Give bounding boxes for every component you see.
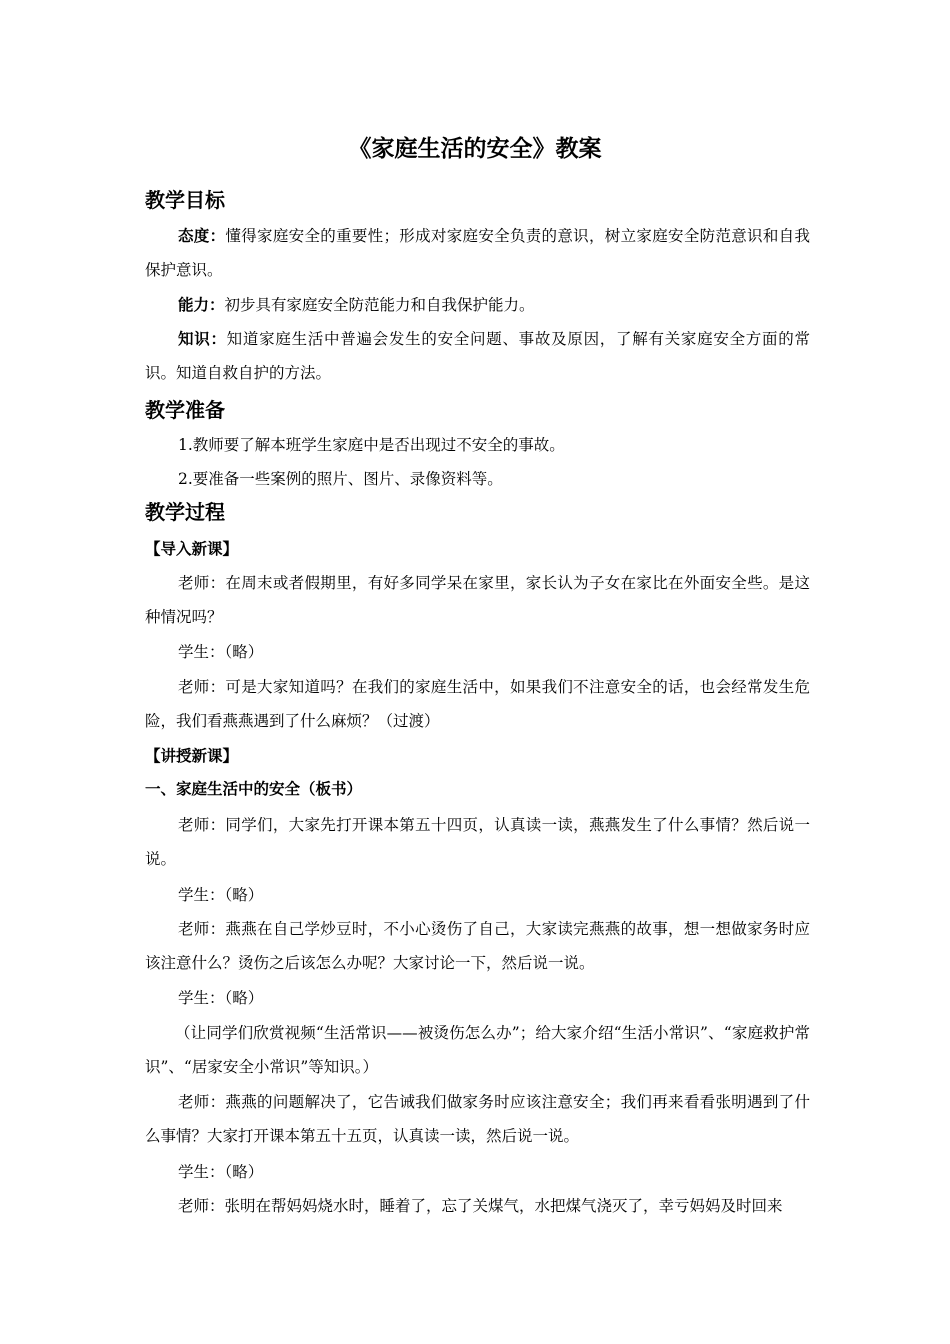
teach-paragraph: （让同学们欣赏视频“生活常识——被烫伤怎么办”；给大家介绍“生活小常识”、“家庭救护常识”、“居家安全小常识”等知识。） — [145, 1024, 810, 1076]
teach-heading: 【讲授新课】 — [145, 746, 239, 765]
goal-knowledge — [145, 322, 810, 390]
intro-heading: 【导入新课】 — [145, 539, 239, 558]
goals-heading: 教学目标 — [145, 188, 225, 212]
teach-paragraph: 学生：（略） — [178, 1163, 264, 1181]
teach-paragraph: 老师：张明在帮妈妈烧水时，睡着了，忘了关煤气，水把煤气浇灭了，幸亏妈妈及时回来 — [178, 1197, 783, 1215]
goal-attitude — [145, 219, 810, 287]
sub-heading: 一、家庭生活中的安全（板书） — [145, 779, 363, 798]
document-title: 《家庭生活的安全》教案 — [348, 135, 602, 162]
teach-paragraph: 老师：燕燕的问题解决了，它告诫我们做家务时应该注意安全；我们再来看看张明遇到了什么事情？大家打开课本第五十五页，认真读一读，然后说一说。 — [145, 1093, 810, 1145]
intro-paragraph: 老师：在周末或者假期里，有好多同学呆在家里，家长认为子女在家比在外面安全些。是这种情况吗？ — [145, 574, 810, 626]
teach-paragraph: 学生：（略） — [178, 886, 264, 904]
knowledge-label: 知识： — [178, 329, 227, 348]
attitude-text: 懂得家庭安全的重要性；形成对家庭安全负责的意识，树立家庭安全防范意识和自我保护意识。 — [145, 227, 810, 279]
ability-text: 初步具有家庭安全防范能力和自我保护能力。 — [224, 296, 535, 314]
teach-paragraph: 老师：同学们，大家先打开课本第五十四页，认真读一读，燕燕发生了什么事情？然后说一说。 — [145, 816, 810, 868]
process-heading: 教学过程 — [145, 500, 225, 524]
teach-paragraph: 老师：燕燕在自己学炒豆时，不小心烫伤了自己，大家读完燕燕的故事，想一想做家务时应该注意什么？烫伤之后该怎么办呢？大家讨论一下，然后说一说。 — [145, 920, 810, 972]
goal-ability — [145, 288, 810, 322]
intro-paragraph: 学生：（略） — [178, 643, 264, 661]
prep-item: 1.教师要了解本班学生家庭中是否出现过不安全的事故。 — [178, 436, 565, 454]
prep-item: 2.要准备一些案例的照片、图片、录像资料等。 — [178, 470, 503, 488]
teach-paragraph: 学生：（略） — [178, 989, 264, 1007]
attitude-label: 态度： — [178, 226, 226, 245]
prep-heading: 教学准备 — [145, 398, 225, 422]
ability-label: 能力： — [178, 295, 225, 314]
knowledge-text: 知道家庭生活中普遍会发生的安全问题、事故及原因，了解有关家庭安全方面的常识。知道自救自护的方法。 — [145, 330, 810, 382]
intro-paragraph: 老师：可是大家知道吗？在我们的家庭生活中，如果我们不注意安全的话，也会经常发生危险，我们看燕燕遇到了什么麻烦？（过渡） — [145, 678, 810, 730]
